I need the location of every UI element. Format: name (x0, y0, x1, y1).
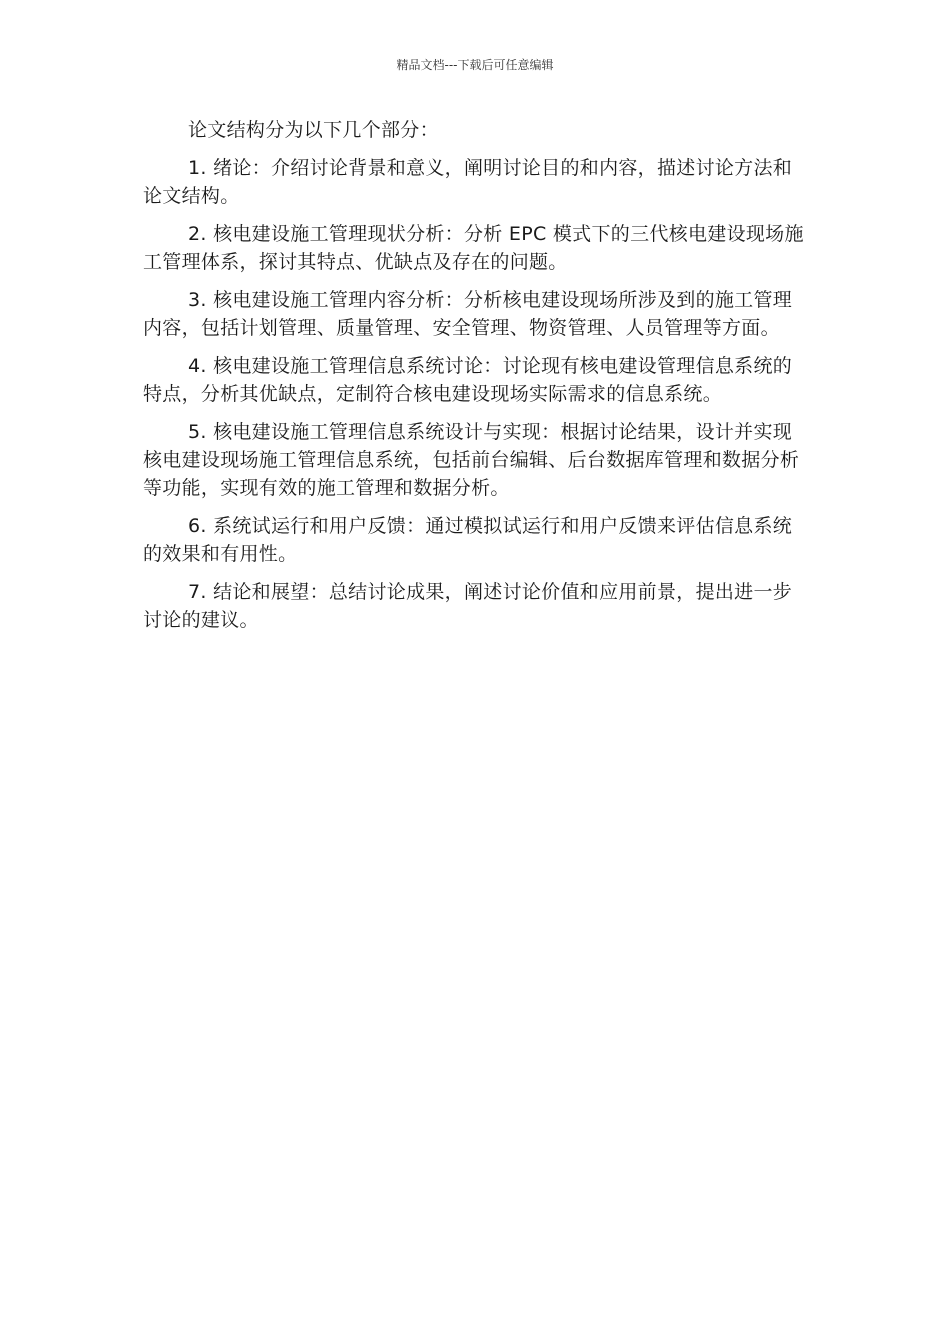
section-item-5: 5. 核电建设施工管理信息系统设计与实现：根据讨论结果，设计并实现核电建设现场施工管理信息系统，包括前台编辑、后台数据库管理和数据分析等功能，实现有效的施工管理和数据分析。 (143, 421, 800, 499)
page-header: 精品文档---下载后可任意编辑 (396, 58, 554, 72)
section-item-7: 7. 结论和展望：总结讨论成果，阐述讨论价值和应用前景，提出进一步讨论的建议。 (143, 581, 793, 631)
intro-paragraph: 论文结构分为以下几个部分： (188, 119, 439, 141)
section-item-1: 1. 绪论：介绍讨论背景和意义，阐明讨论目的和内容，描述讨论方法和论文结构。 (143, 157, 793, 207)
section-item-4: 4. 核电建设施工管理信息系统讨论：讨论现有核电建设管理信息系统的特点，分析其优缺点，定制符合核电建设现场实际需求的信息系统。 (143, 355, 793, 405)
section-item-6: 6. 系统试运行和用户反馈：通过模拟试运行和用户反馈来评估信息系统的效果和有用性。 (143, 515, 793, 565)
document-body (143, 116, 805, 644)
section-item-3: 3. 核电建设施工管理内容分析：分析核电建设现场所涉及到的施工管理内容，包括计划管理、质量管理、安全管理、物资管理、人员管理等方面。 (143, 289, 793, 339)
section-item-2: 2. 核电建设施工管理现状分析：分析 EPC 模式下的三代核电建设现场施工管理体系，探讨其特点、优缺点及存在的问题。 (143, 223, 804, 273)
